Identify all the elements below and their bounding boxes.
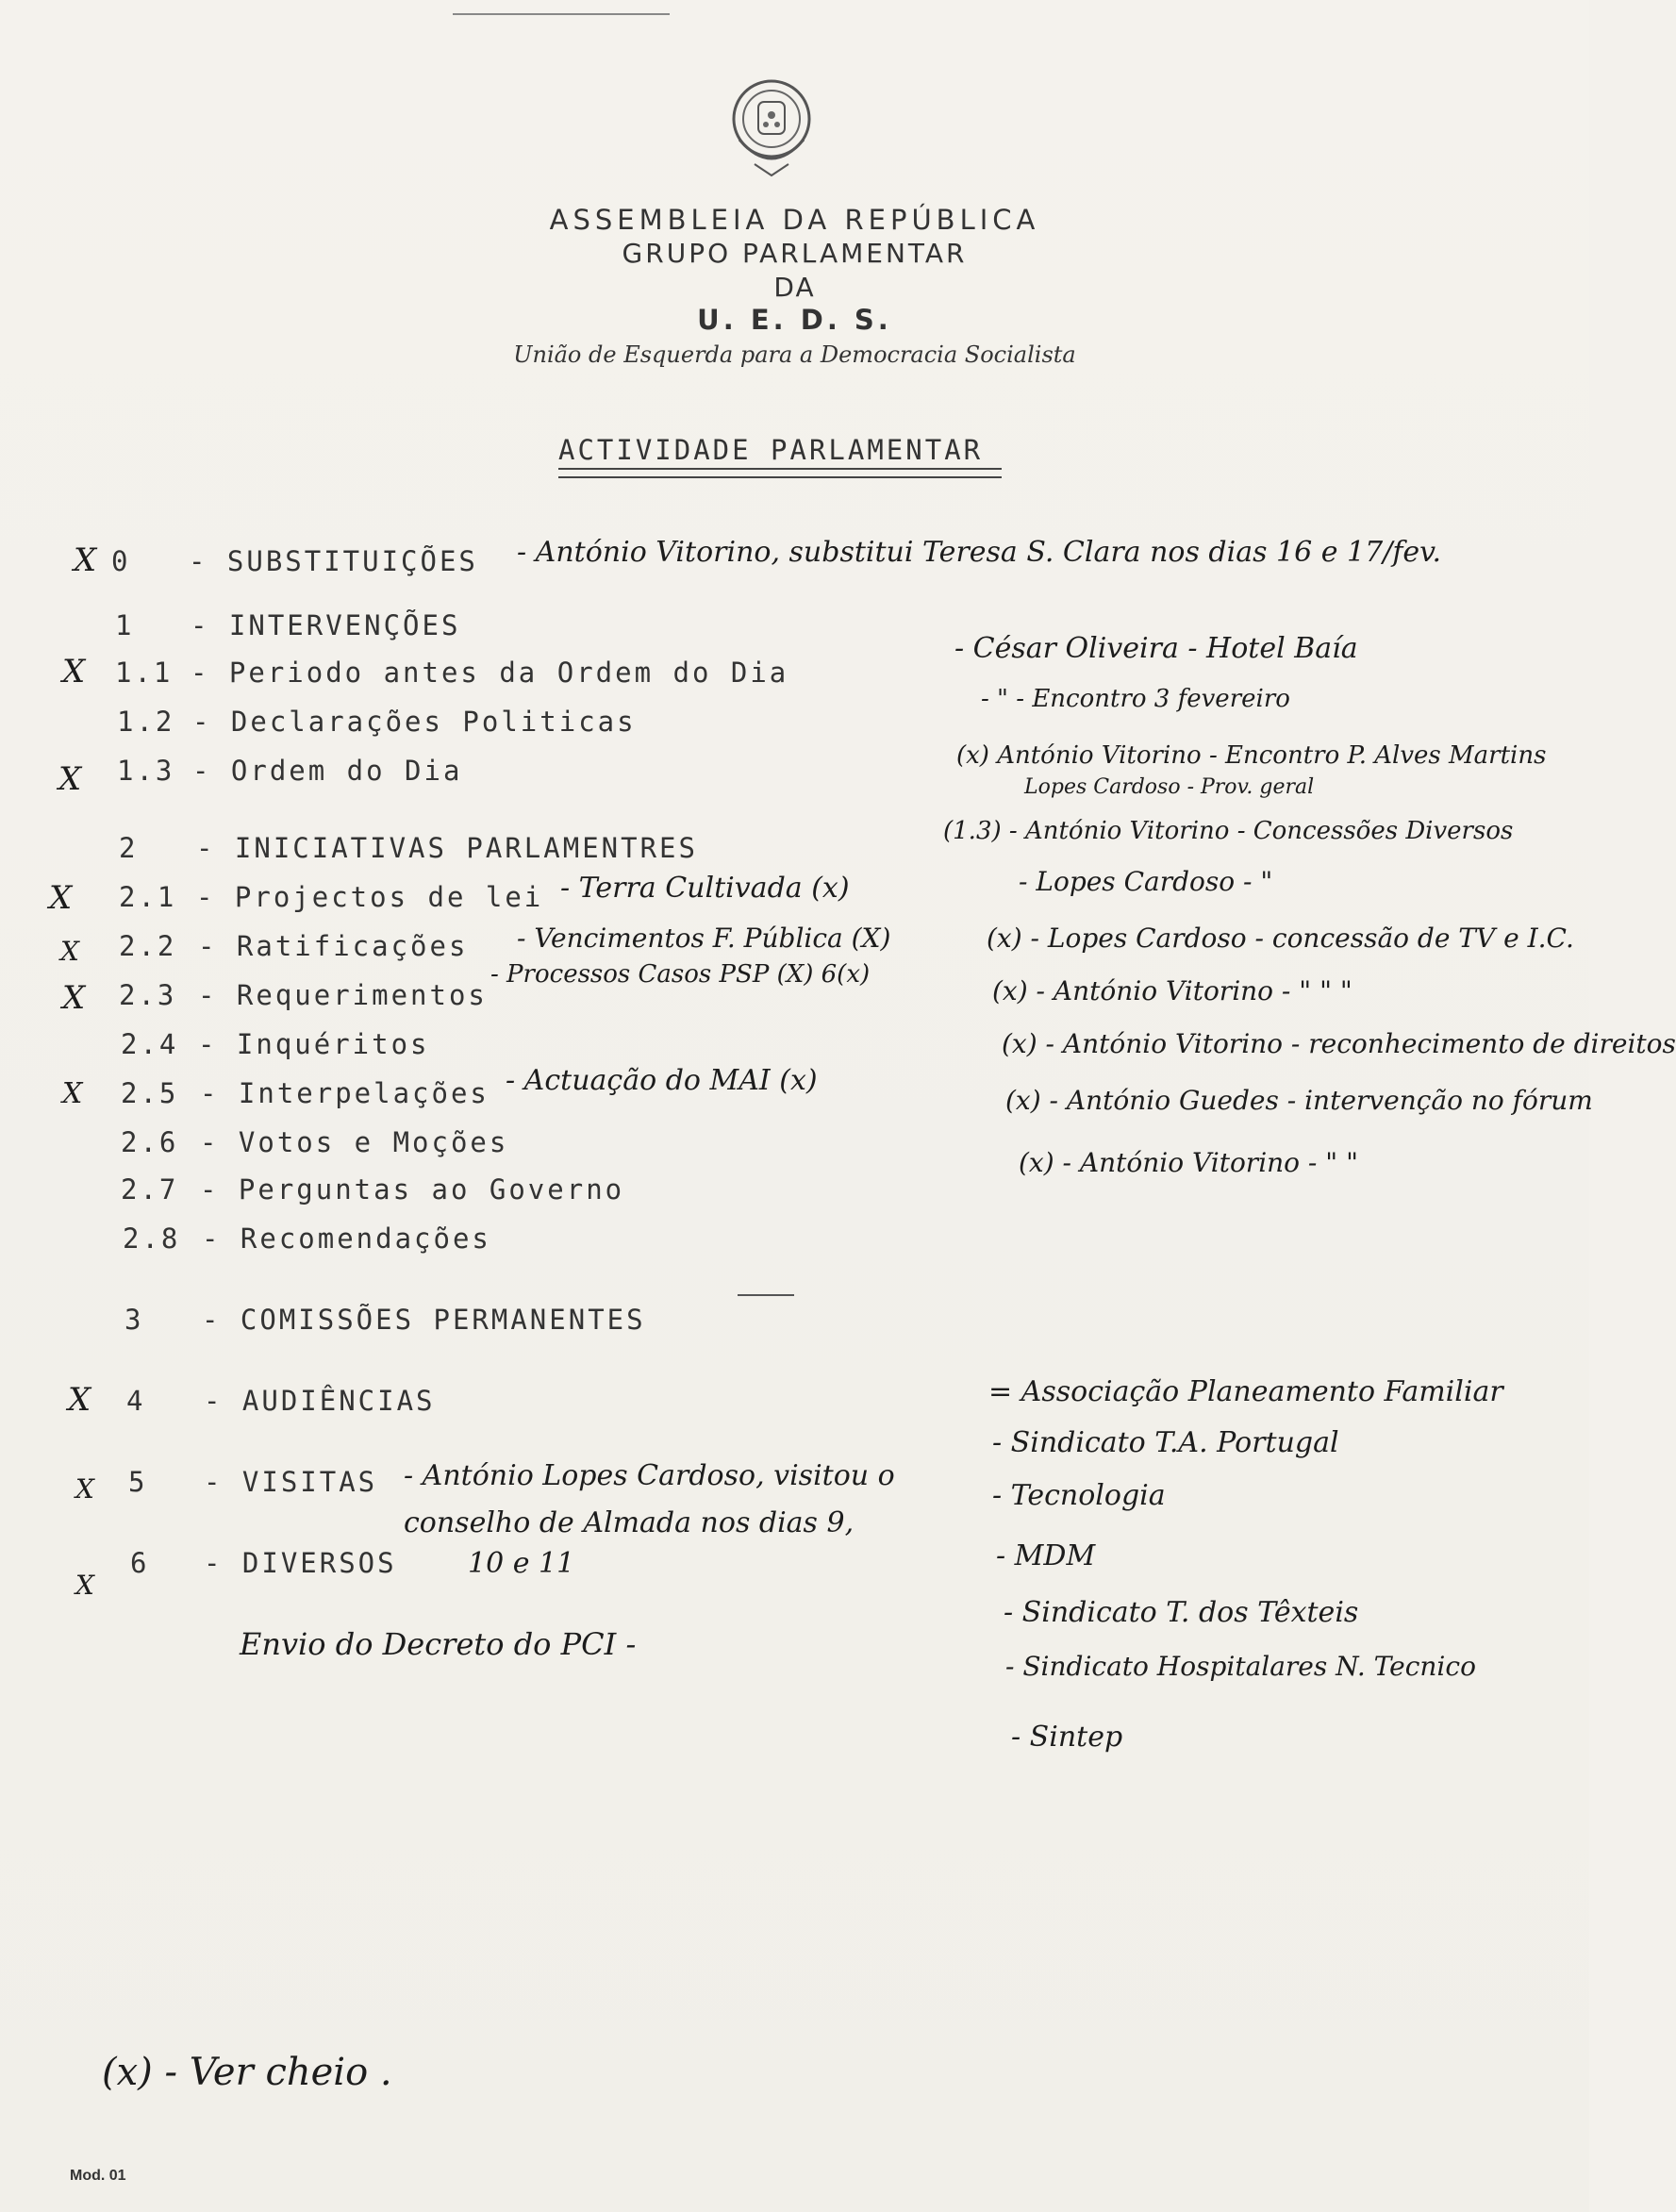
item-number: 6 [130, 1547, 150, 1579]
right-note: (x) - António Vitorino - reconhecimento de direitos [1002, 1028, 1676, 1059]
item-number: 2.3 [119, 979, 177, 1011]
item-number: 1 [115, 609, 135, 641]
right-note: (x) - Lopes Cardoso - concessão de TV e I.C. [987, 923, 1574, 954]
letterhead-line2: GRUPO PARLAMENTAR [622, 238, 968, 269]
right-note: - Lopes Cardoso - " [1019, 866, 1273, 897]
item-number: 2.2 [119, 930, 177, 962]
check-mark: X [75, 1570, 97, 1601]
audiencia-note: - MDM [996, 1539, 1096, 1572]
letterhead-line5: União de Esquerda para a Democracia Socialista [513, 341, 1076, 368]
right-note: (x) António Vitorino - Encontro P. Alves Martins [956, 741, 1547, 770]
item-label: - Periodo antes da Ordem do Dia [191, 657, 789, 689]
item-number: 5 [128, 1466, 148, 1498]
item-label: - COMISSÕES PERMANENTES [202, 1304, 646, 1336]
check-mark: X [62, 1077, 86, 1110]
right-note: (1.3) - António Vitorino - Concessões Diversos [943, 817, 1514, 845]
handwritten-note: - António Vitorino, substitui Teresa S. Clara nos dias 16 e 17/fev. [517, 536, 1442, 569]
handwritten-note: 10 e 11 [468, 1547, 575, 1580]
item-label: - INICIATIVAS PARLAMENTRES [196, 832, 698, 864]
letterhead-line3: DA [773, 272, 816, 303]
letterhead-line4: U. E. D. S. [697, 304, 892, 336]
item-number: 2.5 [121, 1077, 179, 1109]
item-label: - Ratificações [198, 930, 469, 962]
item-number: 1.1 [115, 657, 174, 689]
item-number: 1.2 [117, 706, 175, 738]
check-mark: X [75, 1473, 97, 1505]
item-label: - Recomendações [202, 1222, 491, 1255]
letterhead-line1: ASSEMBLEIA DA REPÚBLICA [549, 204, 1040, 236]
item-number: 0 [111, 545, 131, 577]
audiencia-note: - Sindicato Hospitalares N. Tecnico [1005, 1651, 1476, 1682]
right-note: (x) - António Vitorino - " " " [992, 975, 1352, 1006]
audiencia-note: - Sindicato T. dos Têxteis [1004, 1596, 1359, 1629]
check-mark: X [62, 653, 89, 690]
audiencia-note: - Tecnologia [992, 1479, 1166, 1512]
right-note: (x) - António Vitorino - " " [1019, 1147, 1358, 1178]
item-label: - VISITAS [204, 1466, 378, 1498]
page-title: ACTIVIDADE PARLAMENTAR [558, 434, 984, 466]
title-underline-2 [558, 476, 1002, 478]
audiencia-note: - Sintep [1011, 1721, 1123, 1754]
item-label: - Requerimentos [198, 979, 488, 1011]
right-note: (x) - António Guedes - intervenção no fórum [1005, 1085, 1593, 1116]
item-label: - Inquéritos [198, 1028, 430, 1060]
right-note: - " - Encontro 3 fevereiro [981, 685, 1290, 713]
audiencia-note: = Associação Planeamento Familiar [988, 1375, 1503, 1408]
check-mark: X [62, 979, 89, 1017]
item-number: 2.8 [123, 1222, 181, 1255]
item-number: 2.1 [119, 881, 177, 913]
item-number: 2.6 [121, 1126, 179, 1158]
check-mark: X [49, 879, 75, 917]
handwritten-note: - Actuação do MAI (x) [506, 1064, 818, 1097]
item-number: 2 [119, 832, 139, 864]
item-number: 2.4 [121, 1028, 179, 1060]
item-number: 4 [126, 1385, 146, 1417]
item-label: - SUBSTITUIÇÕES [189, 545, 478, 577]
diversos-note: Envio do Decreto do PCI - [240, 1626, 637, 1662]
coat-of-arms-seal [726, 74, 817, 185]
dash-mark [738, 1294, 794, 1296]
item-label: - Projectos de lei [196, 881, 544, 913]
item-label: - Declarações Politicas [192, 706, 637, 738]
item-label: - Ordem do Dia [192, 755, 463, 787]
item-label: - AUDIÊNCIAS [204, 1385, 436, 1417]
top-smudge-line [453, 13, 670, 15]
handwritten-note: - António Lopes Cardoso, visitou o conselho de Almada nos dias 9, [404, 1459, 895, 1539]
check-mark: X [68, 1381, 94, 1419]
item-number: 3 [124, 1304, 144, 1336]
handwritten-note: - Processos Casos PSP (X) 6(x) [490, 960, 871, 989]
form-code: Mod. 01 [70, 2168, 126, 2184]
legend-note: (x) - Ver cheio . [102, 2051, 392, 2094]
item-label: - DIVERSOS [204, 1547, 397, 1579]
right-note: Lopes Cardoso - Prov. geral [1024, 775, 1315, 799]
title-underline [558, 468, 1002, 470]
item-number: 1.3 [117, 755, 175, 787]
handwritten-note: - Vencimentos F. Pública (X) [517, 923, 891, 954]
audiencia-note: - Sindicato T.A. Portugal [992, 1426, 1339, 1459]
right-note: - César Oliveira - Hotel Baía [954, 632, 1358, 665]
item-label: - INTERVENÇÕES [191, 609, 461, 641]
item-number: 2.7 [121, 1173, 179, 1206]
item-label: - Perguntas ao Governo [200, 1173, 625, 1206]
item-label: - Votos e Moções [200, 1126, 509, 1158]
item-label: - Interpelações [200, 1077, 490, 1109]
check-mark: X [74, 541, 100, 579]
check-mark: X [60, 936, 82, 967]
check-mark: X [58, 760, 85, 798]
handwritten-note: - Terra Cultivada (x) [560, 872, 850, 905]
